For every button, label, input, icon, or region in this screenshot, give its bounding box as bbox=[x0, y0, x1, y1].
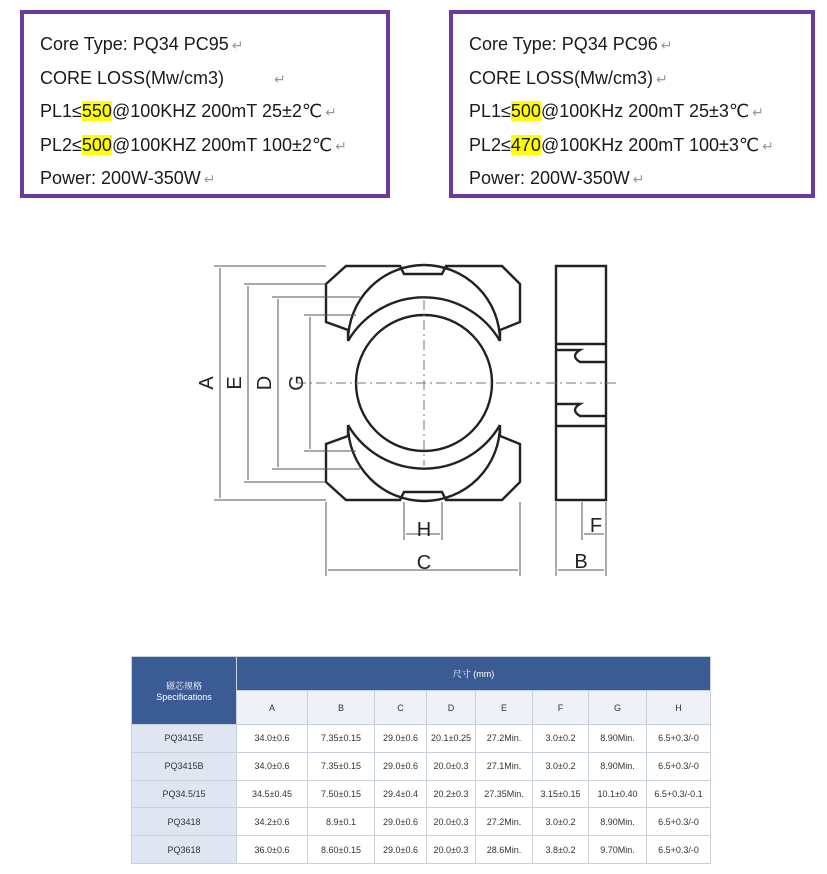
dimension-lines bbox=[214, 266, 606, 576]
table-cell: 9.70Min. bbox=[589, 836, 647, 864]
return-mark: ↵ bbox=[632, 171, 645, 187]
dim-label-f: F bbox=[589, 515, 603, 537]
return-mark: ↵ bbox=[274, 70, 286, 87]
table-cell: 20.0±0.3 bbox=[427, 836, 476, 864]
return-mark: ↵ bbox=[325, 104, 337, 120]
dim-label-e: E bbox=[224, 376, 246, 390]
dimension-header: 尺寸 (mm) bbox=[237, 657, 711, 691]
pl1-prefix: PL1≤ bbox=[40, 101, 82, 121]
table-cell: 29.0±0.6 bbox=[375, 752, 427, 780]
core-loss-text: CORE LOSS(Mw/cm3) bbox=[40, 67, 225, 88]
column-header: C bbox=[375, 691, 427, 725]
row-spec-name: PQ3415E bbox=[132, 725, 237, 753]
return-mark: ↵ bbox=[660, 37, 673, 53]
column-header: A bbox=[237, 691, 308, 725]
pl1-prefix: PL1≤ bbox=[469, 101, 511, 121]
dim-label-c: C bbox=[416, 552, 432, 574]
column-header: G bbox=[589, 691, 647, 725]
table-cell: 27.2Min. bbox=[476, 725, 533, 753]
pl2-highlight-value: 500 bbox=[81, 134, 112, 155]
column-header: F bbox=[533, 691, 589, 725]
table-cell: 27.2Min. bbox=[476, 808, 533, 836]
table-cell: 34.5±0.45 bbox=[237, 780, 308, 808]
table-row bbox=[132, 752, 711, 780]
table-row bbox=[132, 808, 711, 836]
column-header: H bbox=[647, 691, 711, 725]
pl1-suffix: @100KHZ 200mT 25±2℃ bbox=[111, 101, 323, 121]
table-cell: 20.2±0.3 bbox=[427, 780, 476, 808]
table-cell: 36.0±0.6 bbox=[237, 836, 308, 864]
pl1-suffix: @100KHz 200mT 25±3℃ bbox=[540, 101, 750, 121]
row-spec-name: PQ3618 bbox=[132, 836, 237, 864]
table-cell: 8.9±0.1 bbox=[308, 808, 375, 836]
table-cell: 8.90Min. bbox=[589, 752, 647, 780]
core-loss-text: CORE LOSS(Mw/cm3) bbox=[469, 67, 654, 88]
table-cell: 20.0±0.3 bbox=[427, 752, 476, 780]
row-spec-name: PQ3418 bbox=[132, 808, 237, 836]
spec-header-cell bbox=[132, 657, 237, 725]
table-cell: 10.1±0.40 bbox=[589, 780, 647, 808]
table-cell: 34.2±0.6 bbox=[237, 808, 308, 836]
spec-header-cn: 磁芯规格 bbox=[165, 681, 202, 691]
column-header: E bbox=[476, 691, 533, 725]
table-cell: 6.5+0.3/-0 bbox=[647, 752, 711, 780]
pl2-highlight-value: 470 bbox=[510, 134, 541, 155]
table-cell: 34.0±0.6 bbox=[237, 752, 308, 780]
pl1-highlight-value: 500 bbox=[510, 101, 541, 121]
table-cell: 7.35±0.15 bbox=[308, 752, 375, 780]
return-mark: ↵ bbox=[656, 70, 668, 87]
return-mark: ↵ bbox=[231, 37, 244, 53]
dim-label-d: D bbox=[254, 375, 276, 391]
pl2-prefix: PL2≤ bbox=[40, 134, 82, 155]
table-cell: 29.0±0.6 bbox=[375, 836, 427, 864]
table-cell: 29.0±0.6 bbox=[375, 725, 427, 753]
pl2-suffix: @100KHz 200mT 100±3℃ bbox=[540, 134, 760, 155]
table-cell: 28.6Min. bbox=[476, 836, 533, 864]
table-cell: 6.5+0.3/-0.1 bbox=[647, 780, 711, 808]
table-cell: 6.5+0.3/-0 bbox=[647, 808, 711, 836]
table-row bbox=[132, 725, 711, 753]
table-cell: 8.90Min. bbox=[589, 725, 647, 753]
core-spec-table bbox=[131, 656, 711, 864]
core-type-text: Core Type: PQ34 PC95 bbox=[40, 34, 229, 54]
table-cell: 27.35Min. bbox=[476, 780, 533, 808]
table-cell: 3.0±0.2 bbox=[533, 725, 589, 753]
column-header: B bbox=[308, 691, 375, 725]
table-cell: 20.1±0.25 bbox=[427, 725, 476, 753]
spec-header-en: Specifications bbox=[156, 692, 212, 702]
return-mark: ↵ bbox=[752, 104, 764, 120]
row-spec-name: PQ3415B bbox=[132, 752, 237, 780]
table-cell: 29.0±0.6 bbox=[375, 808, 427, 836]
power-text: Power: 200W-350W bbox=[469, 168, 630, 188]
table-cell: 20.0±0.3 bbox=[427, 808, 476, 836]
dim-label-b: B bbox=[574, 551, 588, 573]
pl2-prefix: PL2≤ bbox=[469, 134, 511, 155]
table-cell: 34.0±0.6 bbox=[237, 725, 308, 753]
table-cell: 3.0±0.2 bbox=[533, 808, 589, 836]
table-cell: 7.35±0.15 bbox=[308, 725, 375, 753]
row-spec-name: PQ34.5/15 bbox=[132, 780, 237, 808]
power-text: Power: 200W-350W bbox=[40, 168, 201, 188]
return-mark: ↵ bbox=[335, 137, 347, 154]
dim-label-h: H bbox=[416, 519, 432, 541]
table-cell: 3.15±0.15 bbox=[533, 780, 589, 808]
table-row bbox=[132, 780, 711, 808]
table-cell: 6.5+0.3/-0 bbox=[647, 725, 711, 753]
table-cell: 29.4±0.4 bbox=[375, 780, 427, 808]
column-header: D bbox=[427, 691, 476, 725]
return-mark: ↵ bbox=[762, 137, 774, 154]
pl2-suffix: @100KHZ 200mT 100±2℃ bbox=[111, 134, 333, 155]
table-cell: 8.90Min. bbox=[589, 808, 647, 836]
table-cell: 8.60±0.15 bbox=[308, 836, 375, 864]
return-mark: ↵ bbox=[203, 171, 216, 187]
table-cell: 7.50±0.15 bbox=[308, 780, 375, 808]
table-cell: 3.0±0.2 bbox=[533, 752, 589, 780]
dim-label-g: G bbox=[286, 375, 308, 391]
table-row bbox=[132, 836, 711, 864]
table-cell: 6.5+0.3/-0 bbox=[647, 836, 711, 864]
table-cell: 3.8±0.2 bbox=[533, 836, 589, 864]
core-type-text: Core Type: PQ34 PC96 bbox=[469, 34, 658, 54]
dim-label-a: A bbox=[196, 376, 218, 390]
table-cell: 27.1Min. bbox=[476, 752, 533, 780]
pl1-highlight-value: 550 bbox=[81, 101, 112, 121]
spec-table-body bbox=[132, 725, 711, 864]
